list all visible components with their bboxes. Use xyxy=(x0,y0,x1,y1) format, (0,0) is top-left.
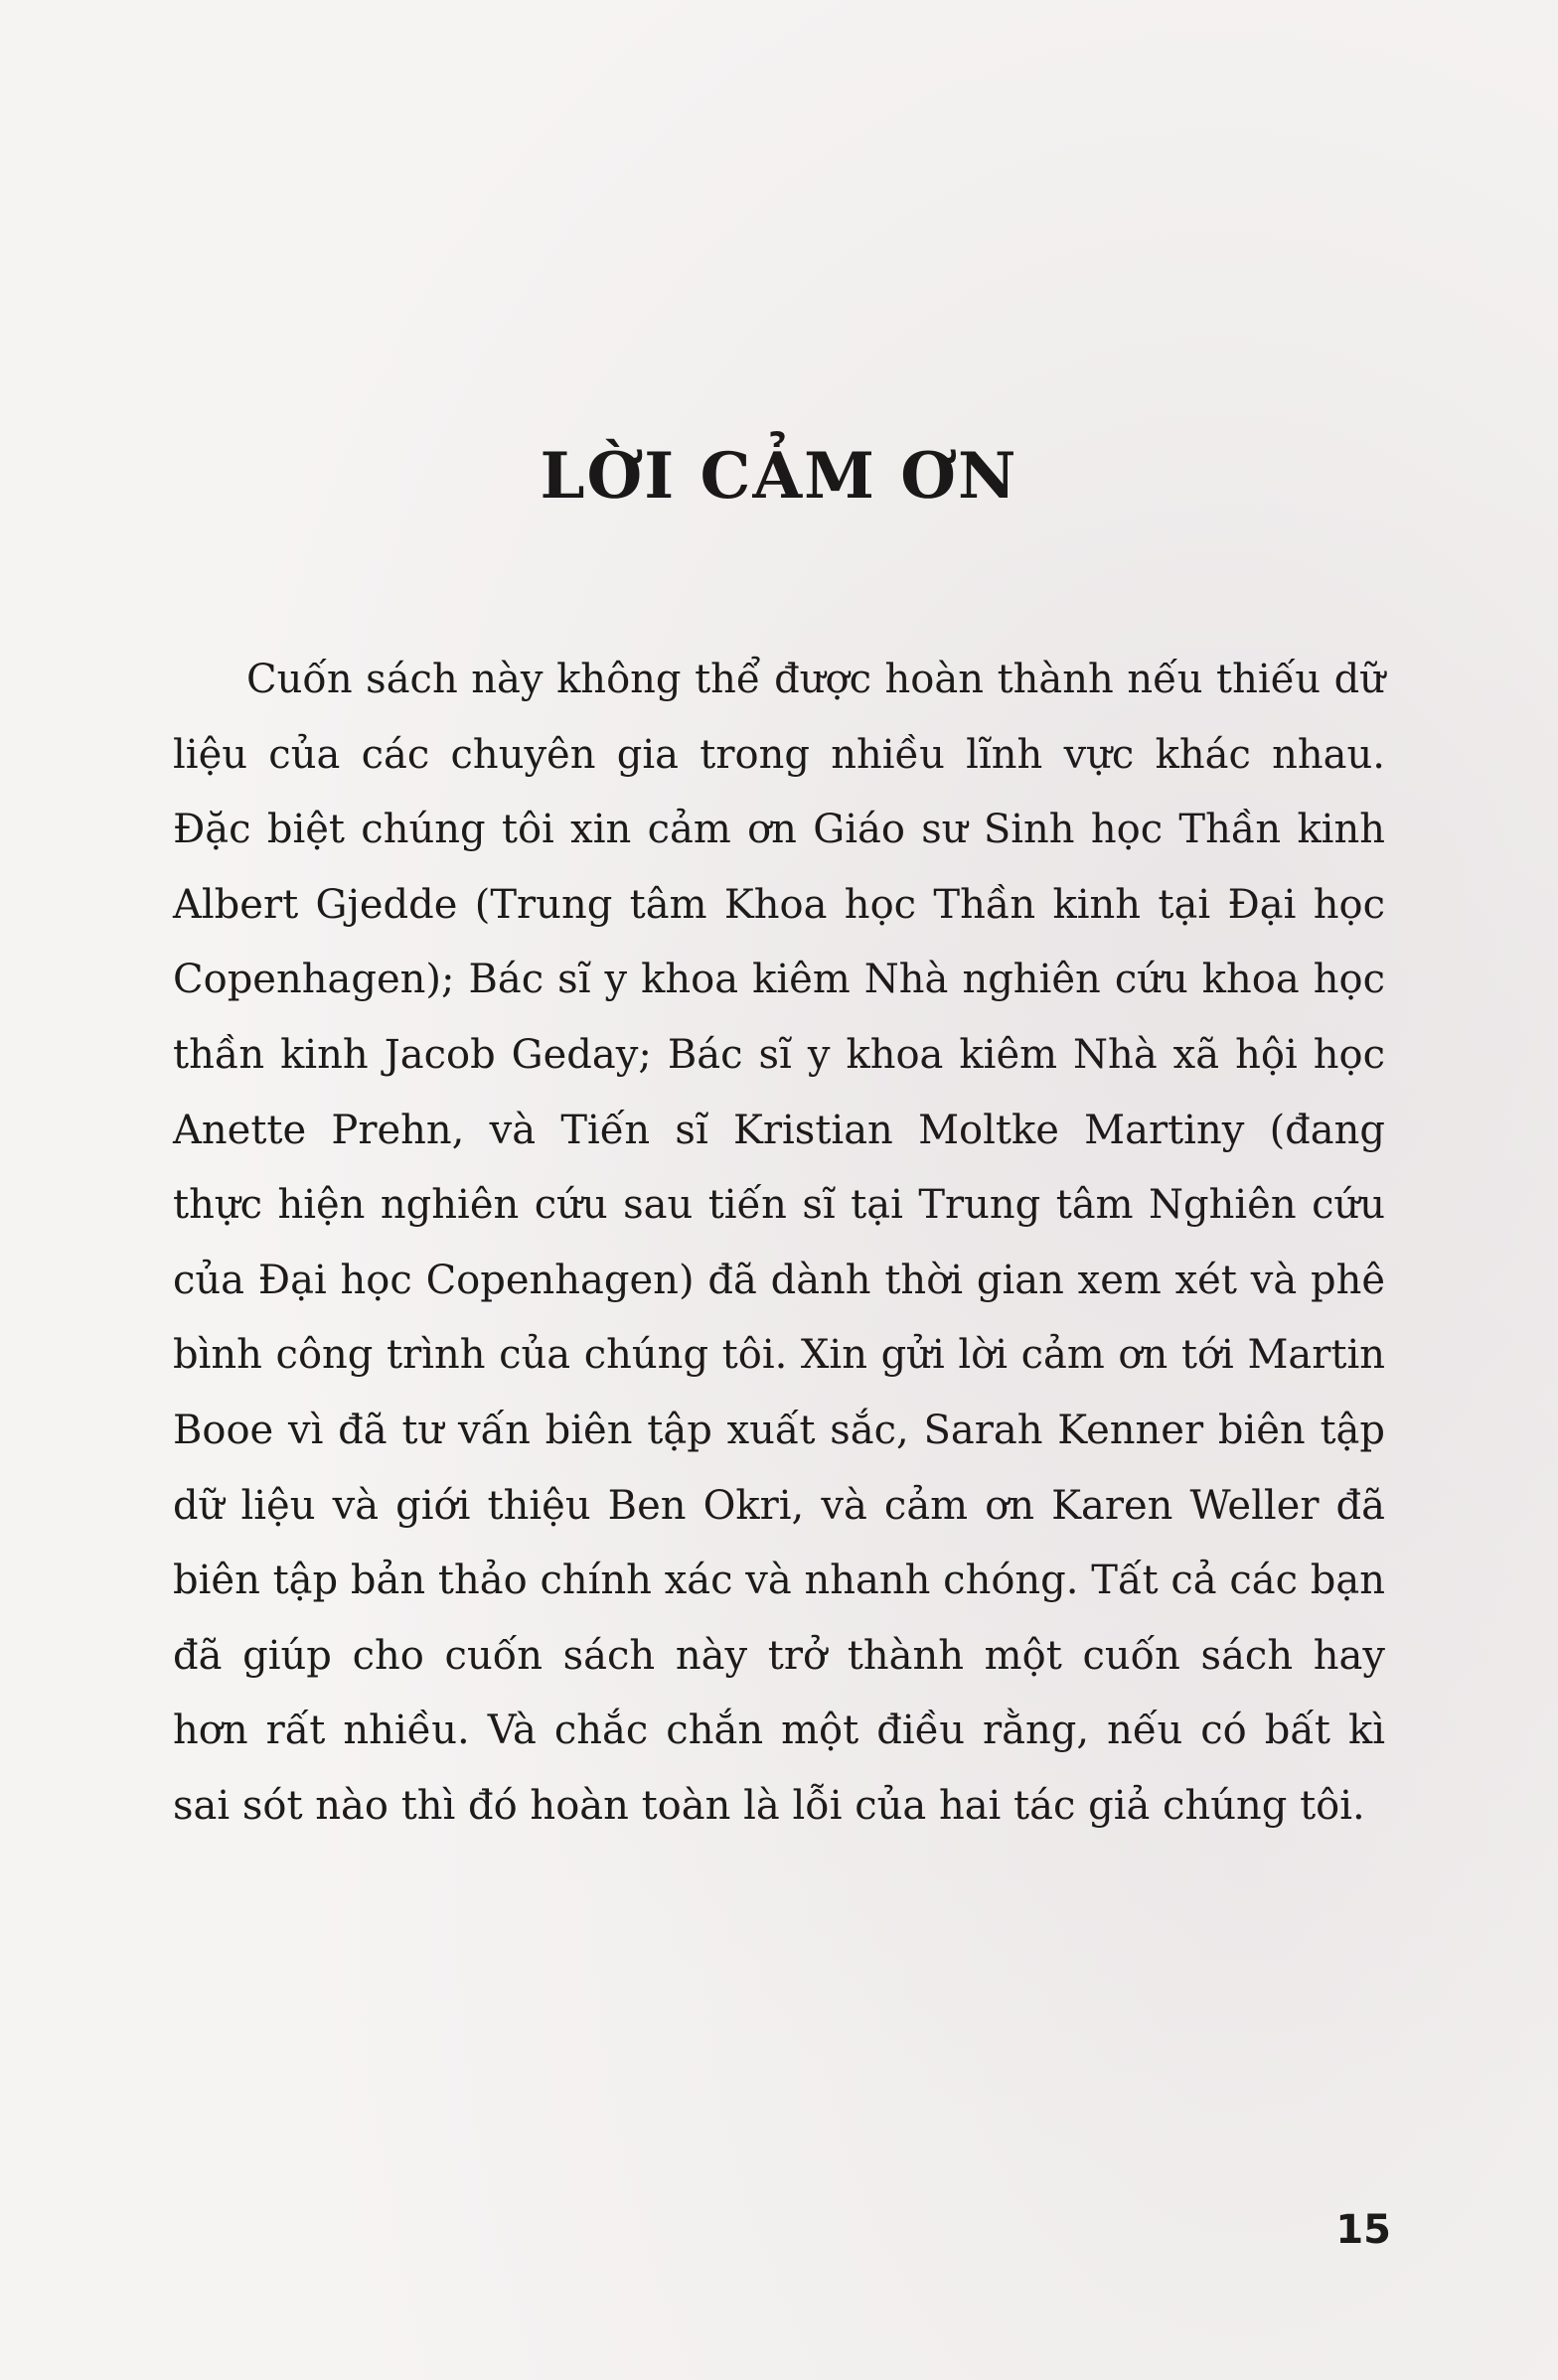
acknowledgement-paragraph: Cuốn sách này không thể được hoàn thành nếu thiếu dữ liệu của các chuyên gia trong nhiều lĩnh vực khác nhau. Đặc biệt chúng tôi xin cảm ơn Giáo sư Sinh học Thần kinh Albert Gjedde (Trung tâm Khoa học Thần kinh tại Đại học Copenhagen); Bác sĩ y khoa kiêm Nhà nghiên cứu khoa học thần kinh Jacob Geday; Bác sĩ y khoa kiêm Nhà xã hội học Anette Prehn, và Tiến sĩ Kristian Moltke Martiny (đang thực hiện nghiên cứu sau tiến sĩ tại Trung tâm Nghiên cứu của Đại học Copenhagen) đã dành thời gian xem xét và phê bình công trình của chúng tôi. Xin gửi lời cảm ơn tới Martin Booe vì đã tư vấn biên tập xuất sắc, Sarah Kenner biên tập dữ liệu và giới thiệu Ben Okri, và cảm ơn Karen Weller đã biên tập bản thảo chính xác và nhanh chóng. Tất cả các bạn đã giúp cho cuốn sách này trở thành một cuốn sách hay hơn rất nhiều. Và chắc chắn một điều rằng, nếu có bất kì sai sót nào thì đó hoàn toàn là lỗi của hai tác giả chúng tôi. xyxy=(173,657,1385,1829)
page-title: LỜI CẢM ƠN xyxy=(540,439,1018,514)
page-number: 15 xyxy=(1335,2207,1391,2253)
